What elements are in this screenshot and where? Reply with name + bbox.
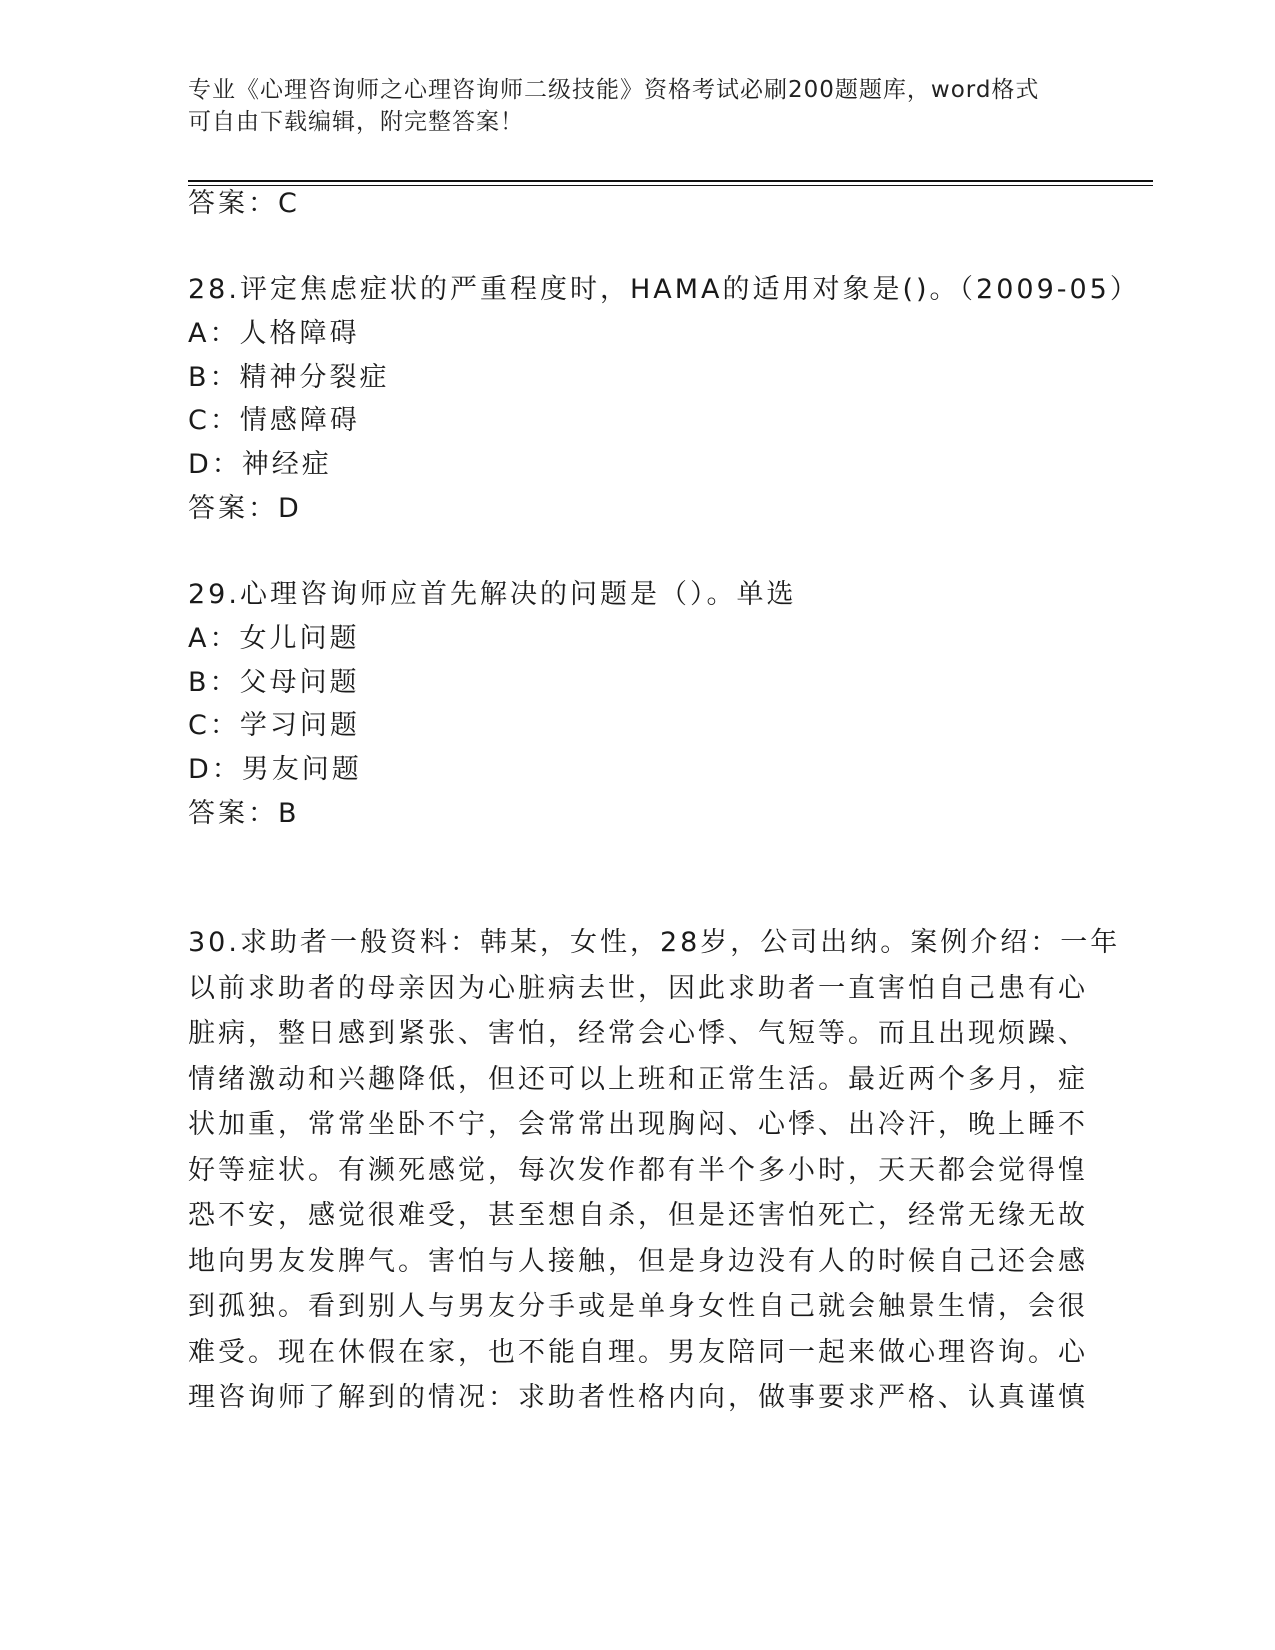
question-30-line: 30.求助者一般资料：韩某，女性，28岁，公司出纳。案例介绍：一年: [188, 927, 1121, 958]
question-29-option-b: B：父母问题: [188, 667, 360, 698]
question-29-option-c: C：学习问题: [188, 710, 360, 741]
header-divider-thick: [188, 180, 1153, 182]
question-30-line: 恐不安，感觉很难受，甚至想自杀，但是还害怕死亡，经常无缘无故: [188, 1200, 1088, 1231]
question-30-line: 状加重，常常坐卧不宁，会常常出现胸闷、心悸、出冷汗，晚上睡不: [188, 1109, 1088, 1140]
question-28-text: 28.评定焦虑症状的严重程度时，HAMA的适用对象是()。（2009-05）: [188, 274, 1140, 305]
question-30-line: 好等症状。有濒死感觉，每次发作都有半个多小时，天天都会觉得惶: [188, 1154, 1088, 1186]
answer-previous-question: 答案：C: [188, 188, 300, 219]
header-title-line-2: 可自由下载编辑，附完整答案！: [188, 109, 524, 135]
question-29-answer: 答案：B: [188, 798, 300, 829]
question-30-line: 难受。现在休假在家，也不能自理。男友陪同一起来做心理咨询。心: [188, 1336, 1088, 1368]
question-29-option-d: D：男友问题: [188, 754, 362, 785]
question-29-option-a: A：女儿问题: [188, 623, 360, 654]
question-30-line: 理咨询师了解到的情况：求助者性格内向，做事要求严格、认真谨慎: [188, 1382, 1088, 1413]
question-30-line: 地向男友发脾气。害怕与人接触，但是身边没有人的时候自己还会感: [188, 1245, 1088, 1277]
question-30-case-text: [188, 920, 1121, 1421]
document-header: [188, 74, 1068, 138]
question-28-option-b: B：精神分裂症: [188, 362, 390, 393]
question-30-line: 情绪激动和兴趣降低，但还可以上班和正常生活。最近两个多月，症: [188, 1063, 1088, 1095]
question-28-option-d: D：神经症: [188, 449, 332, 480]
question-29-text: 29.心理咨询师应首先解决的问题是（）。单选: [188, 579, 797, 610]
question-28-answer: 答案：D: [188, 493, 302, 524]
header-divider-thin: [188, 185, 1153, 186]
question-28-option-a: A：人格障碍: [188, 318, 360, 349]
question-30-line: 到孤独。看到别人与男友分手或是单身女性自己就会触景生情，会很: [188, 1291, 1088, 1322]
question-30-line: 以前求助者的母亲因为心脏病去世，因此求助者一直害怕自己患有心: [188, 972, 1088, 1004]
question-28-option-c: C：情感障碍: [188, 405, 360, 436]
question-30-line: 脏病，整日感到紧张、害怕，经常会心悸、气短等。而且出现烦躁、: [188, 1018, 1088, 1049]
header-title-line-1: 专业《心理咨询师之心理咨询师二级技能》资格考试必刷200题题库，word格式: [188, 77, 1040, 103]
